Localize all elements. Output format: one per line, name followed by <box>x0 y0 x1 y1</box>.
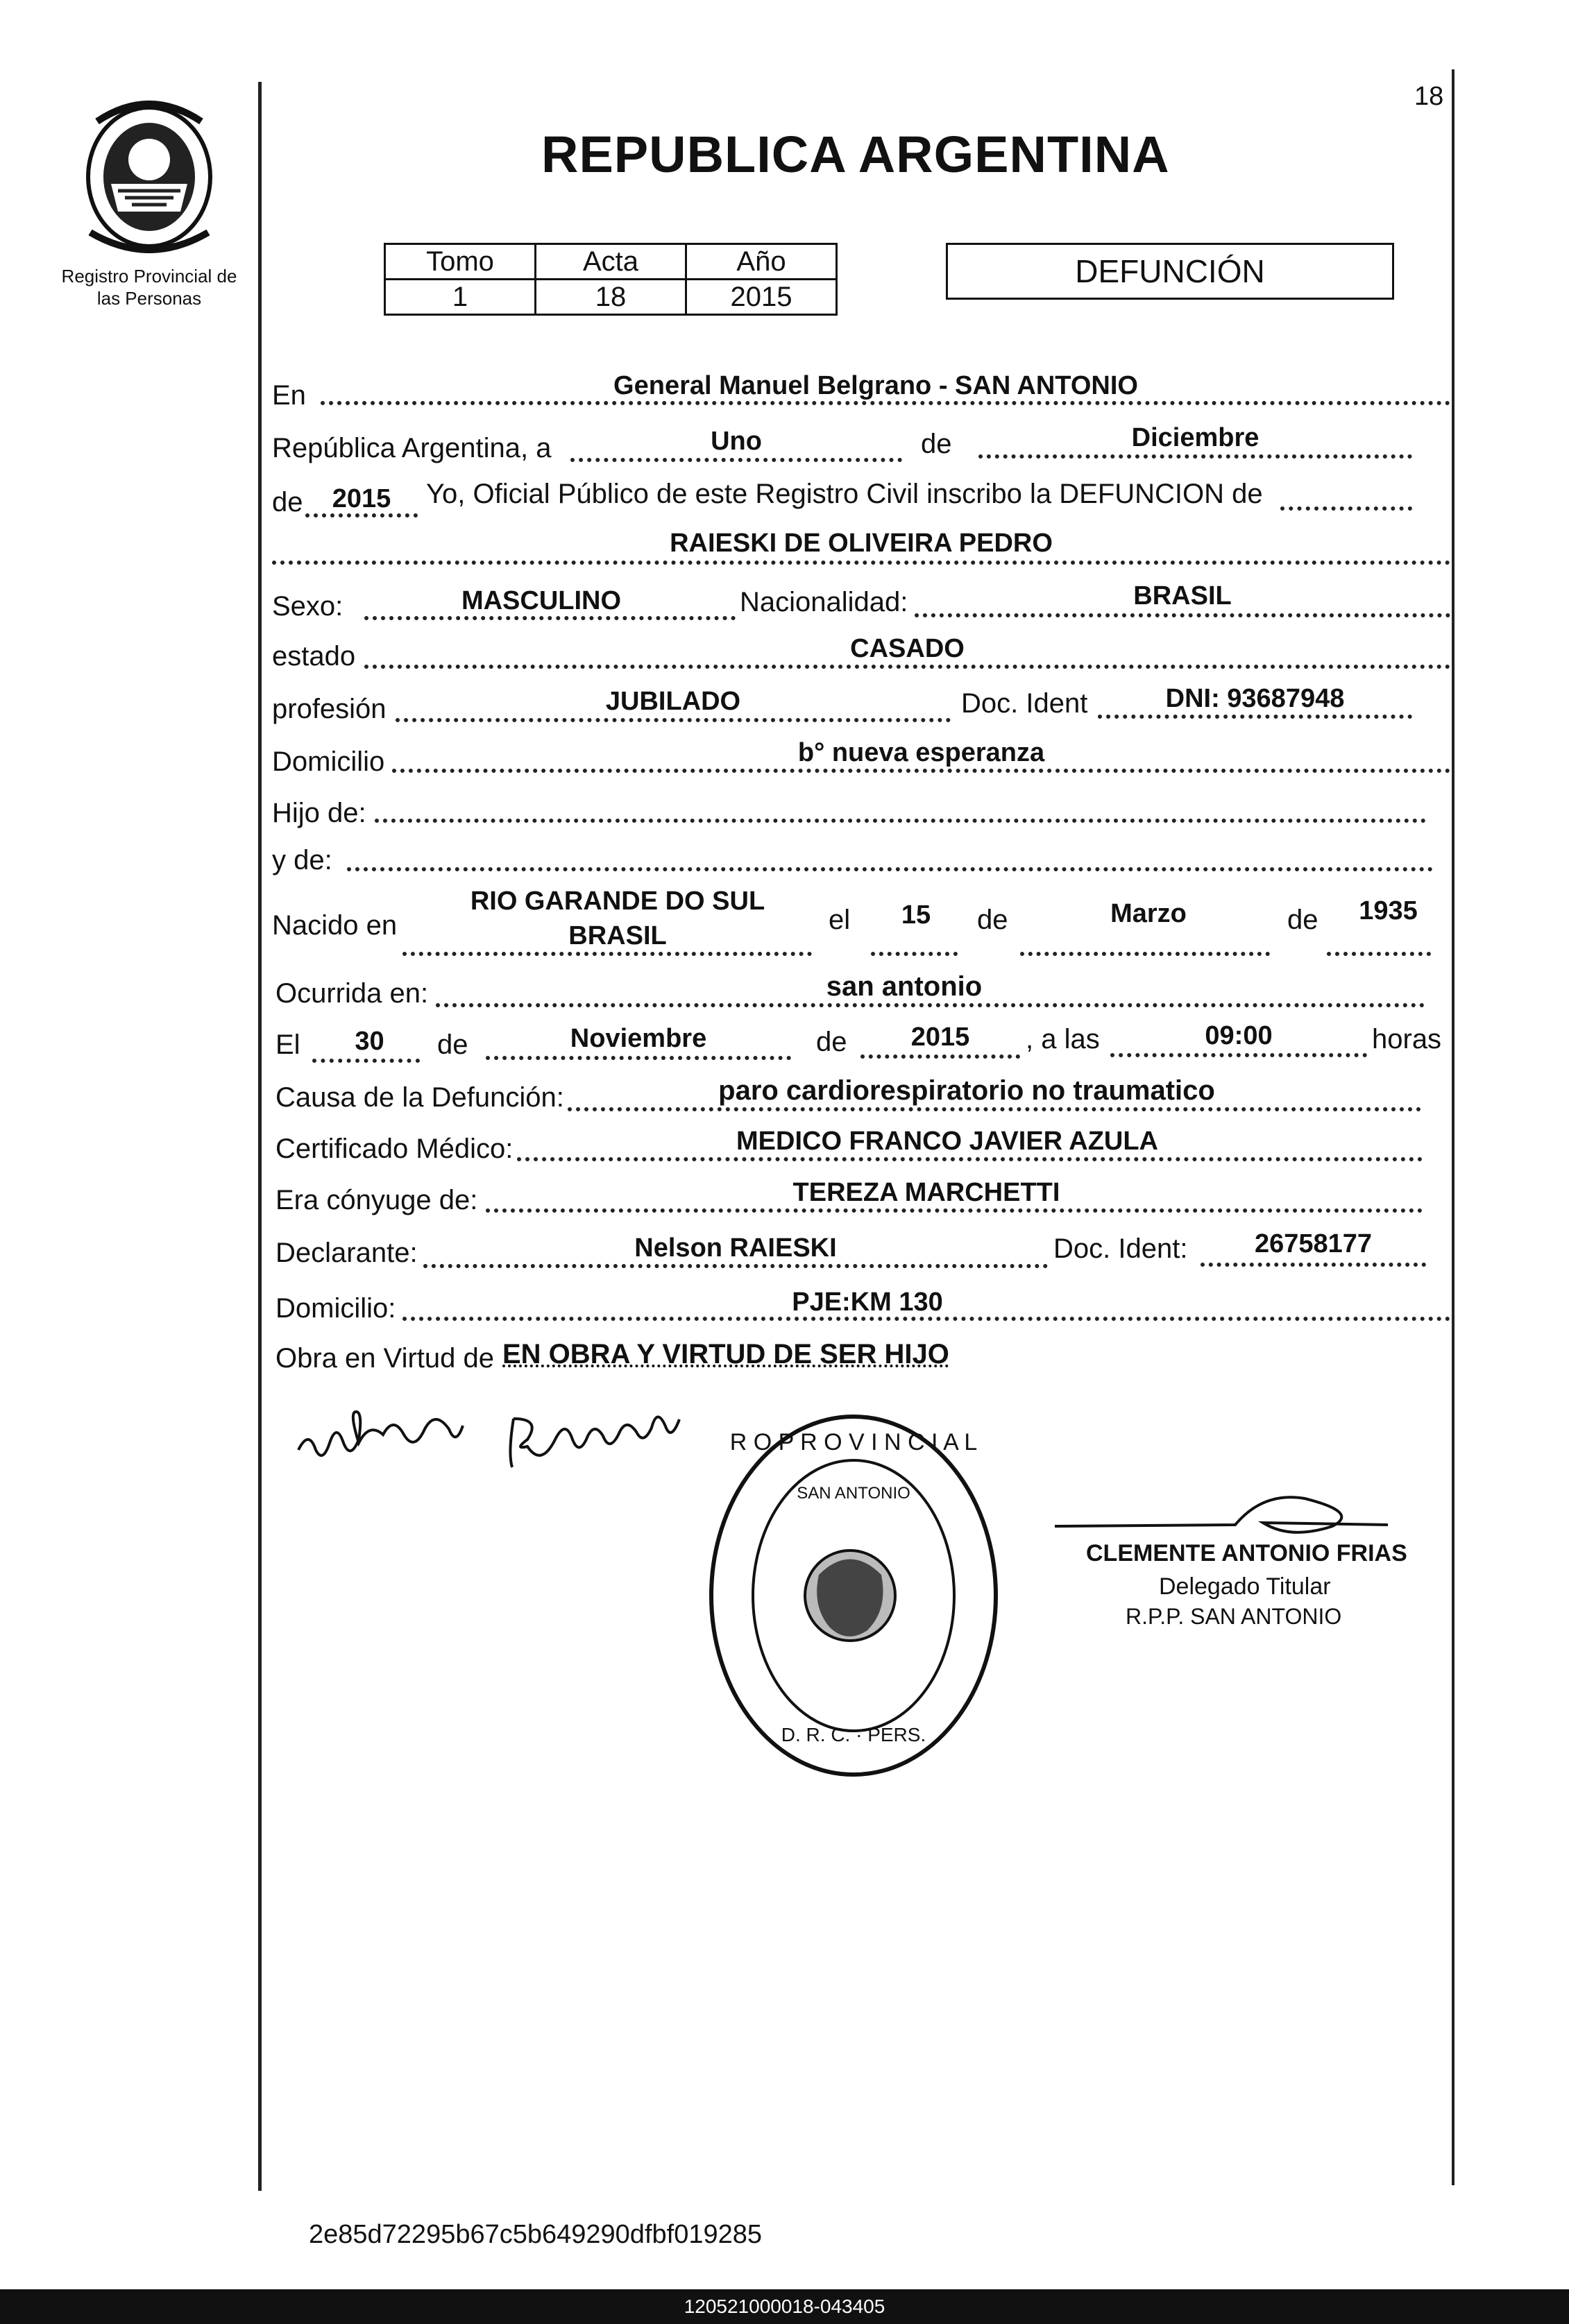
el-cap-label: El <box>275 1029 300 1060</box>
anio-header: Año <box>686 244 837 280</box>
nac-dia-line <box>871 952 958 956</box>
page-number: 18 <box>1414 82 1444 111</box>
official-office: R.P.P. SAN ANTONIO <box>1126 1604 1342 1629</box>
ocurrida-line <box>436 1003 1425 1007</box>
hijo-line <box>375 819 1426 823</box>
def-anio-value: 2015 <box>910 1023 970 1052</box>
svg-text:R O P R O V I N C I A L: R O P R O V I N C I A L <box>729 1429 978 1455</box>
declarante-value: Nelson RAIESKI <box>634 1233 837 1263</box>
dia-value: Uno <box>711 427 762 456</box>
nac-anio-value: 1935 <box>1359 896 1418 925</box>
svg-text:D. R. C. · PERS.: D. R. C. · PERS. <box>781 1724 926 1745</box>
anio-value: 2015 <box>332 484 391 513</box>
right-margin-line <box>1452 69 1454 2185</box>
nac-anio-line <box>1327 952 1431 956</box>
nombre-value: RAIESKI DE OLIVEIRA PEDRO <box>670 529 1053 558</box>
domicilio2-value: PJE:KM 130 <box>792 1288 943 1317</box>
document-hash: 2e85d72295b67c5b649290dfbf019285 <box>309 2220 762 2249</box>
estado-value: CASADO <box>850 634 965 663</box>
footer-code: 120521000018-043405 <box>684 2296 885 2317</box>
domicilio-label: Domicilio <box>272 746 385 777</box>
def-mes-line <box>486 1056 791 1060</box>
el-label: el <box>829 905 851 935</box>
mes-line <box>978 454 1412 459</box>
horas-label: horas <box>1372 1024 1442 1054</box>
declarante-doc-line <box>1201 1263 1426 1267</box>
profesion-line <box>396 718 951 722</box>
causa-line <box>568 1107 1421 1111</box>
de-label-6: de <box>816 1027 847 1057</box>
domicilio2-label: Domicilio: <box>275 1293 396 1324</box>
doc-ident-value: DNI: 93687948 <box>1165 684 1345 713</box>
nac-dia-value: 15 <box>901 900 931 930</box>
official-signature-stroke <box>1055 1485 1402 1547</box>
tomo-value: 1 <box>385 280 536 315</box>
nac-mes-value: Marzo <box>1110 899 1187 928</box>
nac-mes-line <box>1020 952 1270 956</box>
de-label-3: de <box>977 905 1008 935</box>
page-title: REPUBLICA ARGENTINA <box>541 126 1170 183</box>
de-label-2: de <box>272 487 303 518</box>
de-label-5: de <box>437 1029 468 1060</box>
ocurrida-value: san antonio <box>826 971 983 1002</box>
declarante-doc-value: 26758177 <box>1254 1229 1373 1258</box>
profesion-value: JUBILADO <box>605 687 741 716</box>
doc-ident-label: Doc. Ident <box>961 688 1088 719</box>
province-emblem <box>76 94 222 253</box>
tomo-header: Tomo <box>385 244 536 280</box>
official-stamp <box>701 1408 1006 1783</box>
estado-label: estado <box>272 641 356 672</box>
domicilio-line <box>392 769 1450 773</box>
def-hora-value: 09:00 <box>1205 1021 1273 1050</box>
a-las-label: , a las <box>1026 1024 1100 1054</box>
obra-value: EN OBRA Y VIRTUD DE SER HIJO <box>502 1339 949 1369</box>
registry-caption: Registro Provincial de las Personas <box>61 266 237 309</box>
svg-text:SAN ANTONIO: SAN ANTONIO <box>797 1484 910 1503</box>
declarante-label: Declarante: <box>275 1238 418 1268</box>
republica-label: República Argentina, a <box>272 433 552 463</box>
footer-bar <box>0 2289 1569 2324</box>
certificado-line <box>517 1157 1423 1161</box>
acta-value: 18 <box>536 280 686 315</box>
conyuge-line <box>486 1208 1423 1213</box>
obra-label: Obra en Virtud de <box>275 1343 495 1374</box>
official-title: Delegado Titular <box>1159 1573 1331 1600</box>
nacionalidad-label: Nacionalidad: <box>740 587 908 617</box>
y-de-line <box>347 867 1433 871</box>
declarant-signature <box>291 1401 722 1478</box>
inscribo-line <box>1280 506 1412 511</box>
declarante-doc-label: Doc. Ident: <box>1053 1233 1188 1264</box>
inscribo-text: Yo, Oficial Público de este Registro Civil inscribo la DEFUNCION de <box>426 479 1263 509</box>
conyuge-label: Era cónyuge de: <box>275 1185 478 1215</box>
en-line <box>321 401 1450 405</box>
record-table <box>384 243 838 316</box>
sexo-label: Sexo: <box>272 591 344 622</box>
en-label: En <box>272 380 306 411</box>
causa-value: paro cardiorespiratorio no traumatico <box>718 1075 1215 1106</box>
def-hora-line <box>1110 1053 1367 1057</box>
nacido-line <box>402 952 812 956</box>
sexo-value: MASCULINO <box>461 586 622 615</box>
def-mes-value: Noviembre <box>570 1024 707 1053</box>
dia-line <box>570 458 902 462</box>
record-type: DEFUNCIÓN <box>1075 253 1265 289</box>
estado-line <box>364 665 1450 669</box>
official-name: CLEMENTE ANTONIO FRIAS <box>1086 1540 1407 1566</box>
declarante-line <box>423 1264 1048 1268</box>
left-margin-line <box>258 82 262 2191</box>
anio-value: 2015 <box>686 280 837 315</box>
ocurrida-label: Ocurrida en: <box>275 978 429 1009</box>
nacido-value-2: BRASIL <box>568 921 667 950</box>
sexo-line <box>364 616 736 620</box>
nacido-label: Nacido en <box>272 910 398 941</box>
hijo-label: Hijo de: <box>272 798 366 828</box>
doc-ident-line <box>1098 715 1412 719</box>
nacionalidad-line <box>915 613 1450 617</box>
y-de-label: y de: <box>272 845 332 875</box>
acta-header: Acta <box>536 244 686 280</box>
nombre-line <box>272 561 1450 565</box>
profesion-label: profesión <box>272 694 387 724</box>
conyuge-value: TEREZA MARCHETTI <box>792 1178 1060 1207</box>
def-anio-line <box>860 1054 1020 1059</box>
record-type-box <box>946 243 1394 300</box>
de-label-4: de <box>1287 905 1318 935</box>
nacionalidad-value: BRASIL <box>1133 581 1232 610</box>
de-label-1: de <box>921 429 952 459</box>
def-dia-line <box>312 1059 420 1063</box>
domicilio-value: b° nueva esperanza <box>797 738 1045 767</box>
certificado-label: Certificado Médico: <box>275 1134 514 1164</box>
en-value: General Manuel Belgrano - SAN ANTONIO <box>613 371 1138 400</box>
def-dia-value: 30 <box>355 1027 384 1056</box>
nacido-value-1: RIO GARANDE DO SUL <box>470 887 765 916</box>
certificado-value: MEDICO FRANCO JAVIER AZULA <box>736 1127 1158 1156</box>
mes-value: Diciembre <box>1131 423 1260 452</box>
causa-label: Causa de la Defunción: <box>275 1082 564 1113</box>
